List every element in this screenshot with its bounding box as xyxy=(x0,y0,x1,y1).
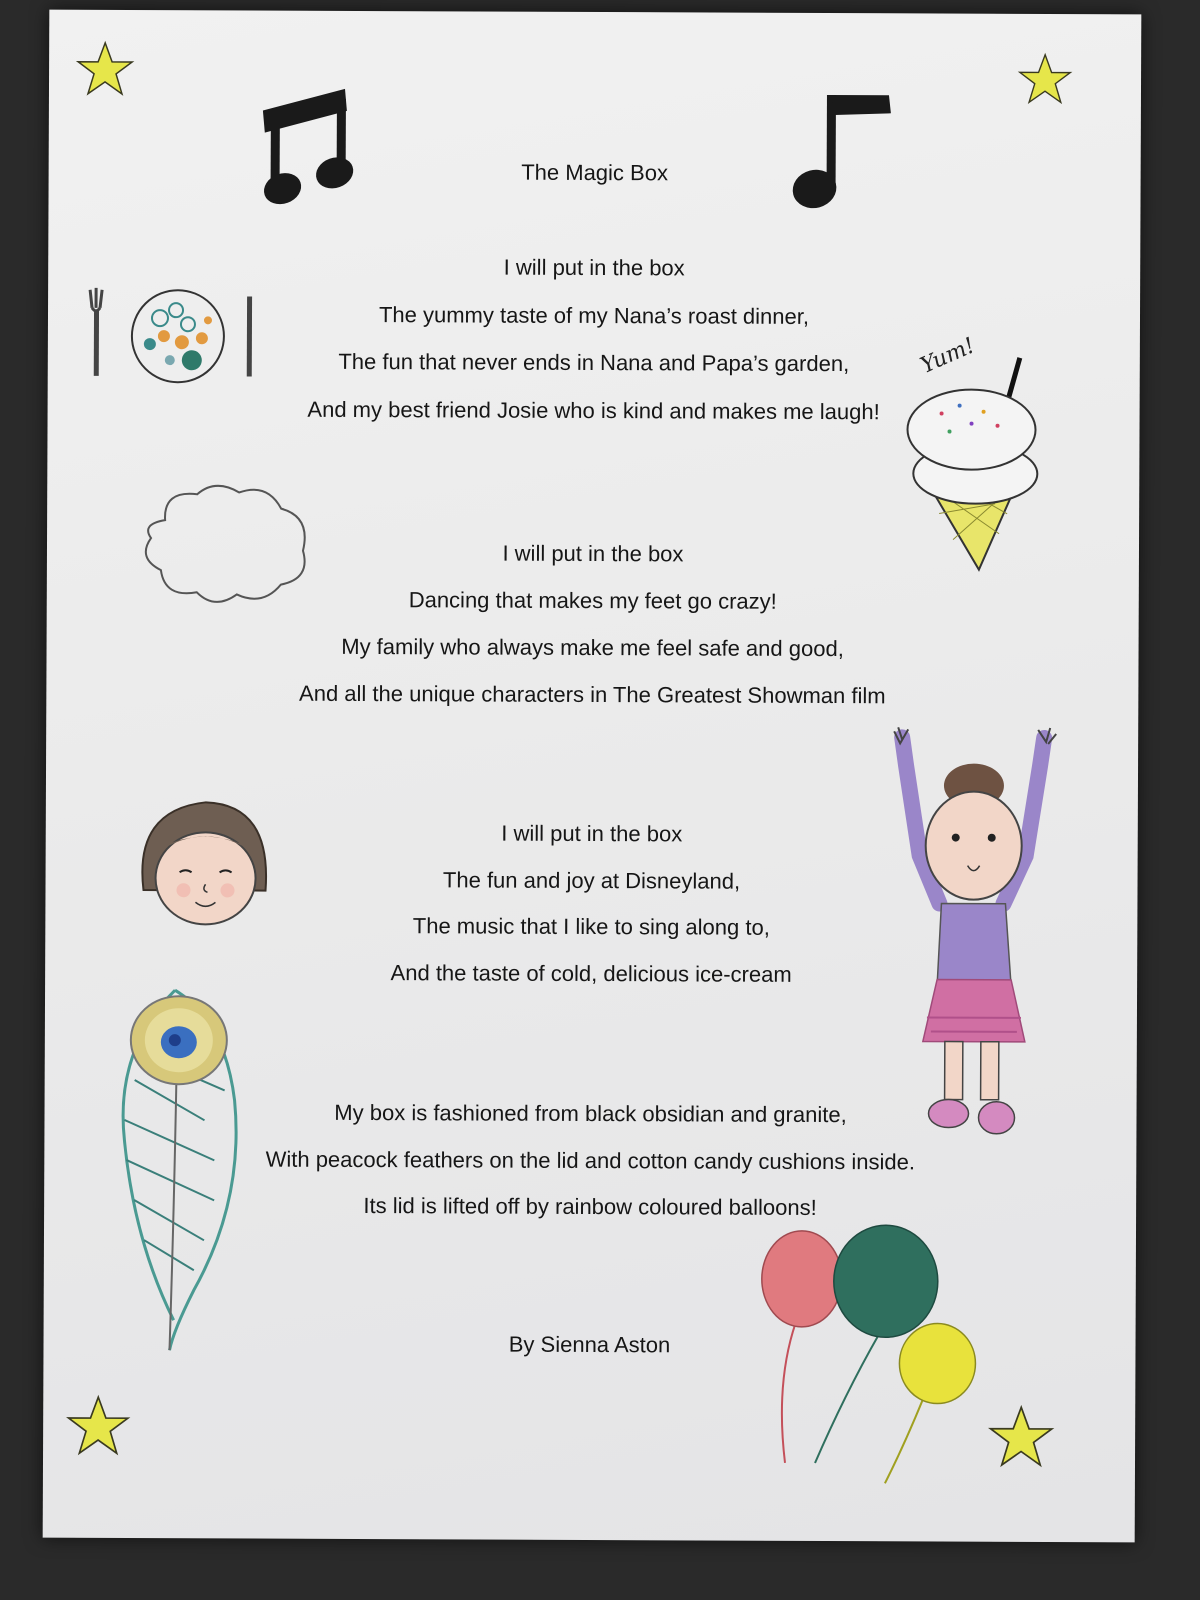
poem-line: And the taste of cold, delicious ice-cream xyxy=(390,960,792,987)
poem-line: With peacock feathers on the lid and cotton candy cushions inside. xyxy=(265,1146,916,1175)
poem-line: The yummy taste of my Nana’s roast dinner, xyxy=(378,302,810,329)
balloons-icon xyxy=(755,1223,996,1514)
yum-label: Yum! xyxy=(916,333,979,379)
poem-line: The fun that never ends in Nana and Papa’s garden, xyxy=(338,348,850,377)
roast-dinner-plate-icon xyxy=(84,280,254,391)
poem-line: The fun and joy at Disneyland, xyxy=(442,867,741,894)
double-music-note-icon xyxy=(254,81,365,211)
poem-title: The Magic Box xyxy=(521,159,669,186)
ice-cream-cone-icon xyxy=(899,353,1050,594)
poem-line: I will put in the box xyxy=(502,540,684,567)
dancing-girl-icon xyxy=(878,725,1080,1146)
poem-line: My family who always make me feel safe and good, xyxy=(341,633,844,662)
poem-line: I will put in the box xyxy=(503,254,685,281)
music-note-icon xyxy=(788,87,899,217)
peacock-feather-icon xyxy=(73,960,275,1361)
star-icon xyxy=(987,1404,1055,1472)
cloud-icon xyxy=(135,480,316,611)
poem-line: The music that I like to sing along to, xyxy=(412,913,770,940)
star-icon xyxy=(1017,52,1073,108)
poem-line: And all the unique characters in The Greatest Showman film xyxy=(299,680,886,709)
star-icon xyxy=(75,40,135,100)
poem-line: Its lid is lifted off by rainbow coloured balloons! xyxy=(363,1193,817,1220)
poem-line: Dancing that makes my feet go crazy! xyxy=(408,587,777,614)
poem-author: By Sienna Aston xyxy=(508,1331,671,1358)
poem-sheet xyxy=(43,10,1142,1543)
poem-line: My box is fashioned from black obsidian and granite, xyxy=(334,1099,847,1128)
star-icon xyxy=(65,1394,131,1460)
girl-face-icon xyxy=(129,790,280,941)
poem-line: And my best friend Josie who is kind and makes me laugh! xyxy=(307,396,880,425)
poem-line: I will put in the box xyxy=(501,820,683,847)
